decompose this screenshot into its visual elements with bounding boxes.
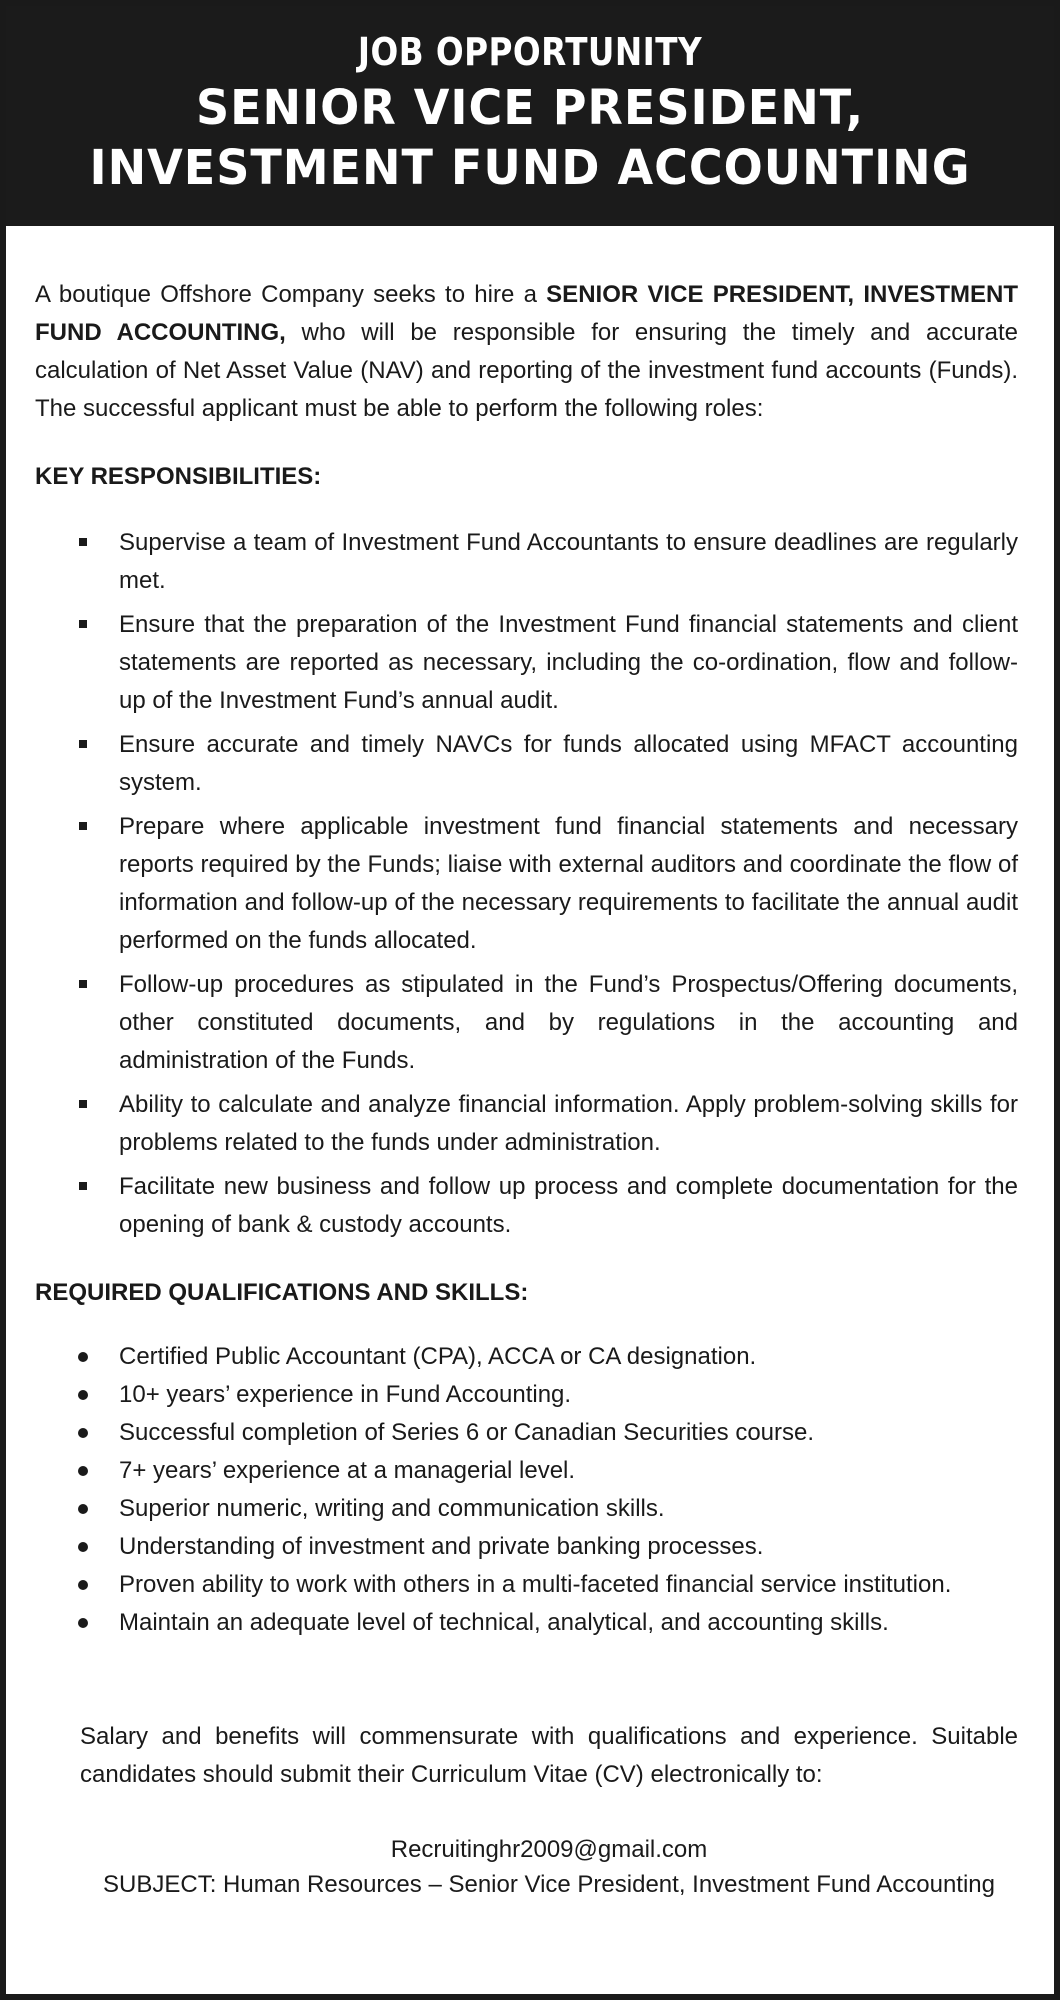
banner-kicker: JOB OPPORTUNITY bbox=[357, 30, 703, 74]
round-bullet-icon bbox=[78, 1504, 88, 1514]
banner-title-line1: SENIOR VICE PRESIDENT, bbox=[195, 80, 865, 136]
responsibility-item bbox=[35, 808, 1018, 960]
qualification-item bbox=[35, 1604, 1018, 1642]
qualification-text: 10+ years’ experience in Fund Accounting. bbox=[119, 1381, 572, 1408]
round-bullet-icon bbox=[78, 1618, 88, 1628]
intro-role-name: SENIOR VICE PRESIDENT, INVESTMENT FUND ACCOUNTING, bbox=[35, 281, 1018, 346]
responsibility-item bbox=[35, 606, 1018, 720]
email-subject-line: SUBJECT: Human Resources – Senior Vice President, Investment Fund Accounting bbox=[103, 1871, 995, 1898]
qualification-text: Successful completion of Series 6 or Canadian Securities course. bbox=[119, 1419, 815, 1446]
qualifications-list bbox=[35, 1338, 1018, 1642]
square-bullet-icon bbox=[79, 1182, 87, 1190]
closing-paragraph: Salary and benefits will commensurate with qualifications and experience. Suitable candidates should submit their Curriculum Vitae (CV) electronically to: bbox=[80, 1723, 1018, 1788]
contact-email[interactable]: Recruitinghr2009@gmail.com bbox=[390, 1836, 708, 1863]
responsibility-text: Supervise a team of Investment Fund Accountants to ensure deadlines are regularly met. bbox=[119, 529, 1018, 594]
square-bullet-icon bbox=[79, 538, 87, 546]
responsibility-item bbox=[35, 966, 1018, 1080]
qualification-item bbox=[35, 1490, 1018, 1528]
round-bullet-icon bbox=[78, 1390, 88, 1400]
responsibility-text: Facilitate new business and follow up process and complete documentation for the opening of bank & custody accounts. bbox=[119, 1173, 1018, 1238]
intro-text-after: who will be responsible for ensuring the timely and accurate calculation of Net Asset Value (NAV) and reporting of the investment fund accounts (Funds). The successful applicant must be able to perform the following roles: bbox=[35, 319, 1018, 422]
square-bullet-icon bbox=[79, 1100, 87, 1108]
square-bullet-icon bbox=[79, 822, 87, 830]
qualification-text: Proven ability to work with others in a multi-faceted financial service institution. bbox=[119, 1571, 952, 1598]
contact-block bbox=[80, 1832, 1018, 1902]
round-bullet-icon bbox=[78, 1352, 88, 1362]
qualification-item bbox=[35, 1452, 1018, 1490]
qualification-text: 7+ years’ experience at a managerial level. bbox=[119, 1457, 576, 1484]
qualification-item bbox=[35, 1528, 1018, 1566]
responsibility-item bbox=[35, 726, 1018, 802]
square-bullet-icon bbox=[79, 740, 87, 748]
square-bullet-icon bbox=[79, 980, 87, 988]
round-bullet-icon bbox=[78, 1580, 88, 1590]
intro-paragraph bbox=[35, 276, 1018, 428]
header-banner bbox=[6, 6, 1054, 226]
advert-body bbox=[6, 226, 1054, 1902]
square-bullet-icon bbox=[79, 620, 87, 628]
banner-title-line2: INVESTMENT FUND ACCOUNTING bbox=[89, 140, 971, 196]
responsibility-text: Follow-up procedures as stipulated in the Fund’s Prospectus/Offering documents, other constituted documents, and by regulations in the accounting and administration of the Funds. bbox=[119, 971, 1018, 1074]
responsibilities-heading: KEY RESPONSIBILITIES: bbox=[35, 463, 322, 490]
qualification-item bbox=[35, 1338, 1018, 1376]
round-bullet-icon bbox=[78, 1542, 88, 1552]
responsibilities-list bbox=[35, 524, 1018, 1244]
qualification-text: Understanding of investment and private banking processes. bbox=[119, 1533, 764, 1560]
qualification-item bbox=[35, 1414, 1018, 1452]
round-bullet-icon bbox=[78, 1466, 88, 1476]
qualification-text: Maintain an adequate level of technical, analytical, and accounting skills. bbox=[119, 1609, 889, 1636]
responsibility-item bbox=[35, 1086, 1018, 1162]
qualification-text: Superior numeric, writing and communication skills. bbox=[119, 1495, 665, 1522]
responsibility-text: Ability to calculate and analyze financial information. Apply problem-solving skills for problems related to the funds under administration. bbox=[119, 1091, 1018, 1156]
qualifications-heading: REQUIRED QUALIFICATIONS AND SKILLS: bbox=[35, 1279, 529, 1306]
round-bullet-icon bbox=[78, 1428, 88, 1438]
responsibility-text: Prepare where applicable investment fund financial statements and necessary reports required by the Funds; liaise with external auditors and coordinate the flow of information and follow-up of the necessary requirements to facilitate the annual audit performed on the funds allocated. bbox=[119, 813, 1018, 954]
responsibility-item bbox=[35, 524, 1018, 600]
qualification-item bbox=[35, 1376, 1018, 1414]
qualification-item bbox=[35, 1566, 1018, 1604]
responsibility-text: Ensure that the preparation of the Investment Fund financial statements and client statements are reported as necessary, including the co-ordination, flow and follow-up of the Investment Fund’s annual audit. bbox=[119, 611, 1018, 714]
responsibility-text: Ensure accurate and timely NAVCs for funds allocated using MFACT accounting system. bbox=[119, 731, 1018, 796]
responsibility-item bbox=[35, 1168, 1018, 1244]
intro-text-before: A boutique Offshore Company seeks to hire a bbox=[35, 281, 547, 308]
qualification-text: Certified Public Accountant (CPA), ACCA or CA designation. bbox=[119, 1343, 757, 1370]
